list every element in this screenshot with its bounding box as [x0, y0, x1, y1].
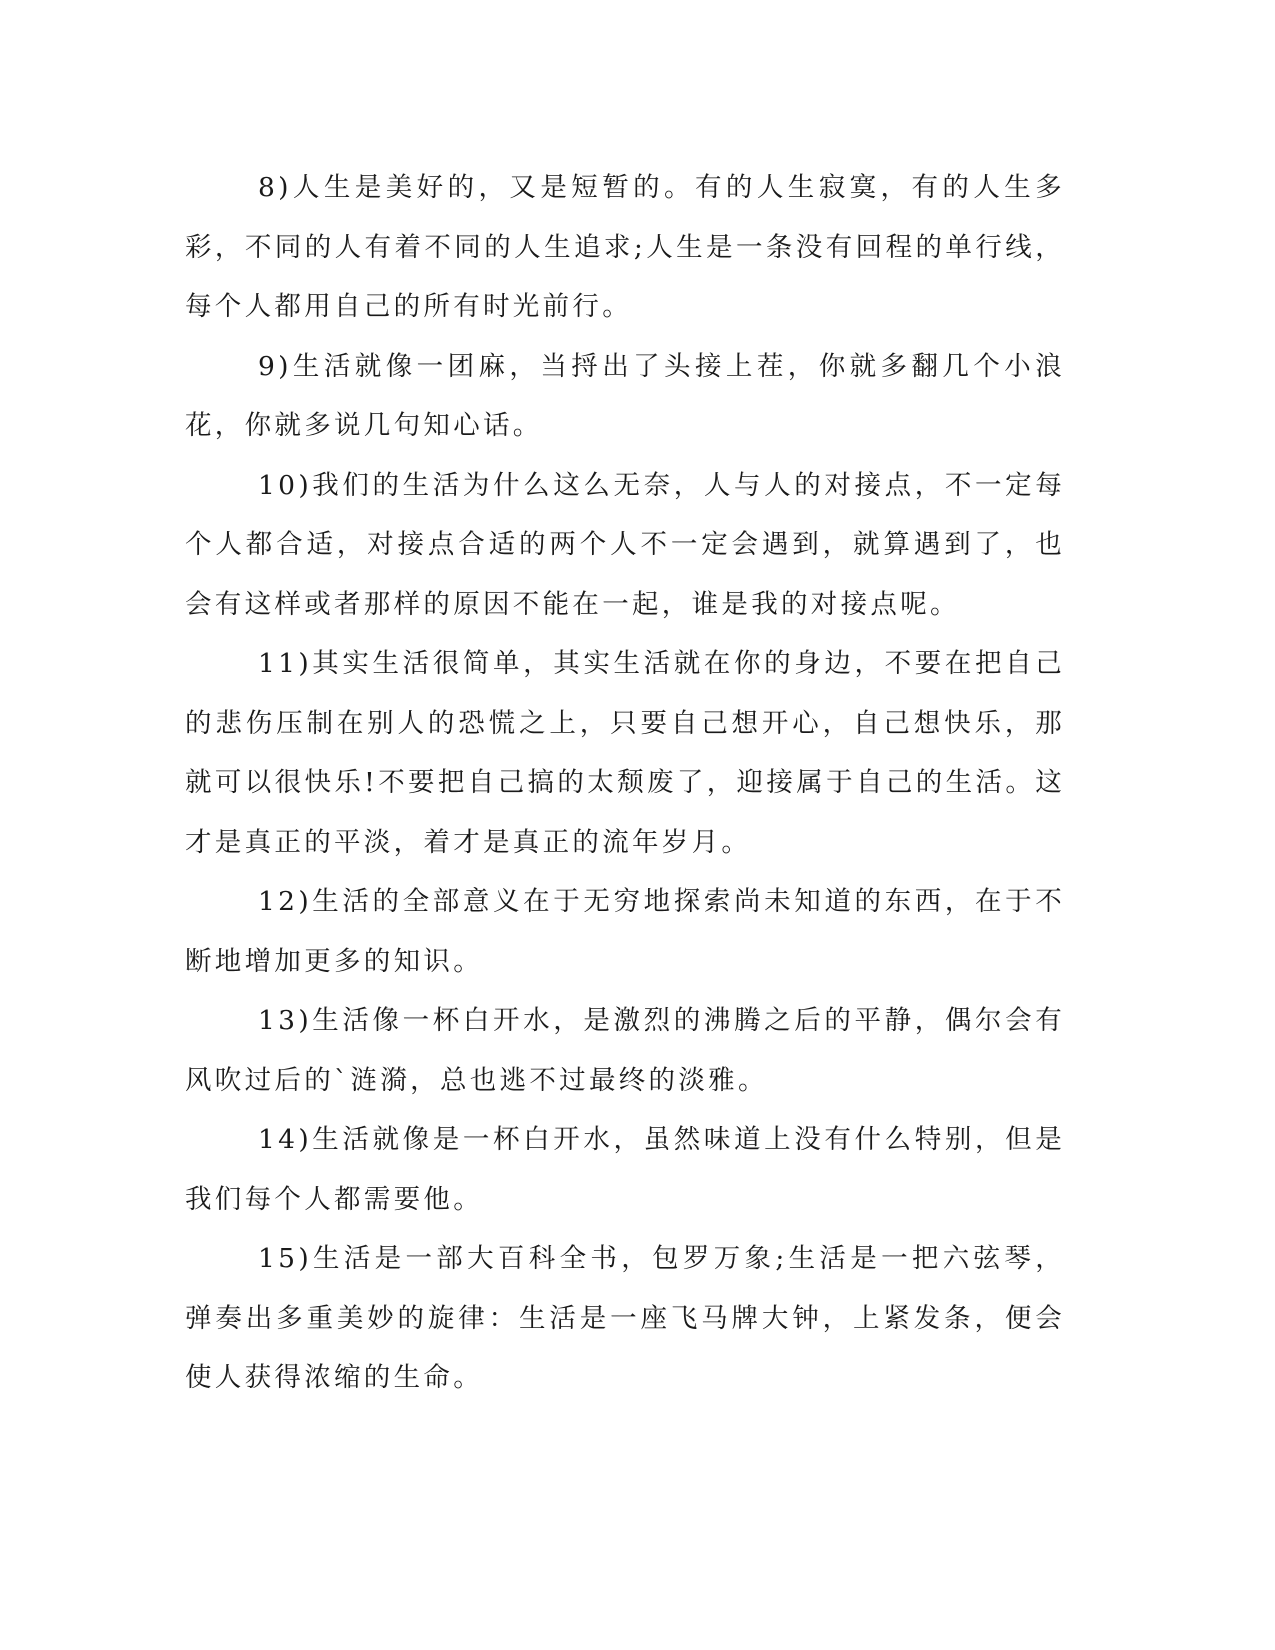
paragraph-9: 9)生活就像一团麻，当捋出了头接上茬，你就多翻几个小浪花，你就多说几句知心话。 [185, 350, 1065, 441]
document-body [185, 158, 1065, 1408]
paragraph-10: 10)我们的生活为什么这么无奈，人与人的对接点，不一定每个人都合适，对接点合适的两个人不一定会遇到，就算遇到了，也会有这样或者那样的原因不能在一起，谁是我的对接点呢。 [185, 469, 1065, 620]
paragraph-12: 12)生活的全部意义在于无穷地探索尚未知道的东西，在于不断地增加更多的知识。 [185, 886, 1065, 977]
paragraph-13: 13)生活像一杯白开水，是激烈的沸腾之后的平静，偶尔会有风吹过后的`涟漪，总也逃不过最终的淡雅。 [185, 1005, 1065, 1096]
paragraph-8: 8)人生是美好的，又是短暂的。有的人生寂寞，有的人生多彩，不同的人有着不同的人生追求;人生是一条没有回程的单行线，每个人都用自己的所有时光前行。 [185, 172, 1065, 322]
paragraph-11: 11)其实生活很简单，其实生活就在你的身边，不要在把自己的悲伤压制在别人的恐慌之上，只要自己想开心，自己想快乐，那就可以很快乐!不要把自己搞的太颓废了，迎接属于自己的生活。这才是真正的平淡，着才是真正的流年岁月。 [185, 648, 1065, 858]
paragraph-14: 14)生活就像是一杯白开水，虽然味道上没有什么特别，但是我们每个人都需要他。 [185, 1124, 1065, 1215]
paragraph-15: 15)生活是一部大百科全书，包罗万象;生活是一把六弦琴，弹奏出多重美妙的旋律：生活是一座飞马牌大钟，上紧发条，便会使人获得浓缩的生命。 [185, 1243, 1065, 1393]
